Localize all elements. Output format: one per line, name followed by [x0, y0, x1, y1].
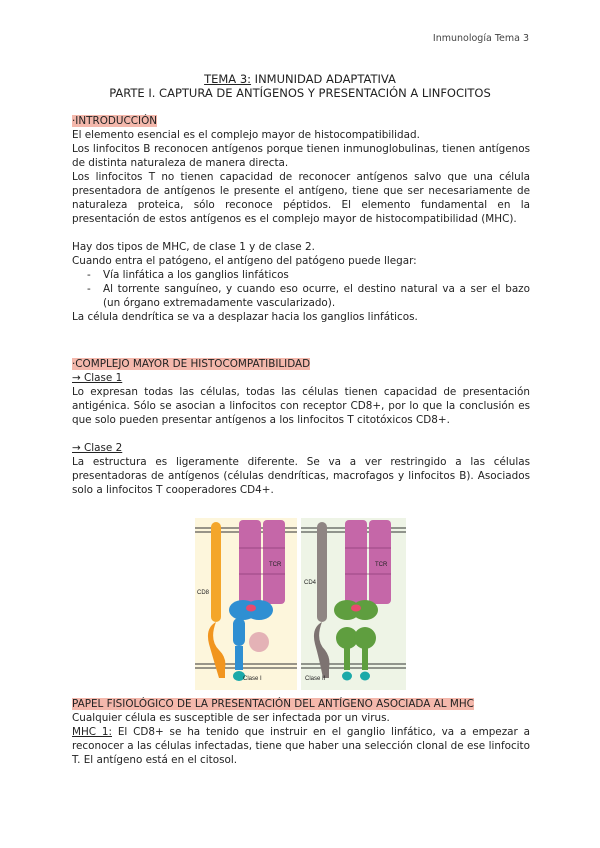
- tema-title-line: [0, 72, 600, 86]
- cd8-molecule: [211, 522, 221, 622]
- papel-p1: Cualquier célula es susceptible de ser infectada por un virus.: [72, 712, 390, 724]
- intro-p3: Los linfocitos T no tienen capacidad de reconocer antígenos salvo que una célula presentadora de antígenos le presente el antígeno, tiene que ser necesariamente de naturaleza proteica, sólo reconoce péptidos. El elemento fundamental en la presentación de estos antígenos es el complejo mayor de histocompatibilidad (MHC).: [72, 171, 530, 225]
- tcr-label-left: TCR: [269, 562, 282, 568]
- mhc-heading: ·COMPLEJO MAYOR DE HISTOCOMPATIBILIDAD: [72, 358, 311, 370]
- mhc-tcr-figure: [195, 518, 406, 690]
- cd8-label: CD8: [197, 590, 210, 596]
- cytoplasmic-tail: [360, 672, 370, 681]
- papel-heading: PAPEL FISIOLÓGICO DE LA PRESENTACIÓN DEL ANTÍGENO ASOCIADA AL MHC: [72, 698, 474, 710]
- mhc-section: [72, 357, 530, 497]
- cytoplasmic-tail: [342, 672, 352, 681]
- clase2-text: La estructura es ligeramente diferente. Se va a ver restringido a las células presentadoras de antígenos (células dendríticas, macrofagos y linfocitos B). Asociados solo a linfocitos T cooperadores CD4+.: [72, 456, 530, 496]
- beta2-microglobulin: [249, 632, 269, 652]
- intro-heading: ·INTRODUCCIÓN: [72, 115, 158, 127]
- intro-p5: Cuando entra el patógeno, el antígeno del patógeno puede llegar:: [72, 255, 417, 267]
- clase2-figure-label: Clase II: [305, 676, 326, 682]
- intro-p4: Hay dos tipos de MHC, de clase 1 y de clase 2.: [72, 241, 315, 253]
- peptide-antigen: [246, 605, 256, 612]
- list-item: - Vía linfática a los ganglios linfáticos: [87, 268, 530, 282]
- document-title: [0, 72, 600, 100]
- intro-p2: Los linfocitos B reconocen antígenos porque tienen inmunoglobulinas, tienen antígenos de distinta naturaleza de manera directa.: [72, 143, 530, 169]
- clase1-label: → Clase 1: [72, 372, 123, 384]
- clase2-label: → Clase 2: [72, 442, 123, 454]
- peptide-antigen: [351, 605, 361, 612]
- papel-section: [72, 697, 530, 767]
- tema-label: TEMA 3:: [204, 72, 252, 86]
- intro-bullet-list: [72, 268, 530, 310]
- tema-name: INMUNIDAD ADAPTATIVA: [251, 72, 396, 86]
- cd4-label: CD4: [304, 580, 317, 586]
- intro-p6: La célula dendrítica se va a desplazar hacia los ganglios linfáticos.: [72, 311, 418, 323]
- clase1-text: Lo expresan todas las células, todas las células tienen capacidad de presentación antigénica. Sólo se asocian a linfocitos con receptor CD8+, por lo que la conclusión es que solo pueden presentar antígenos a los linfocitos T citotóxicos CD8+.: [72, 386, 530, 426]
- intro-p1: El elemento esencial es el complejo mayor de histocompatibilidad.: [72, 129, 420, 141]
- papel-mhc1-paragraph: [72, 725, 530, 767]
- list-item: - Al torrente sanguíneo, y cuando eso ocurre, el destino natural va a ser el bazo (un órgano extremadamente vascularizado).: [87, 282, 530, 310]
- tcr-chain-alpha: [345, 520, 367, 604]
- running-header: Inmunología Tema 3: [432, 33, 529, 44]
- intro-section: [72, 114, 530, 324]
- cd4-molecule: [317, 522, 327, 622]
- clase1-figure-label: Clase I: [243, 676, 262, 682]
- mhc1-text: El CD8+ se ha tenido que instruir en el ganglio linfático, va a empezar a reconocer a las células infectadas, tiene que haber una selección clonal de ese linfocito T. El antígeno está en el citosol.: [72, 726, 530, 766]
- parte-title: PARTE I. CAPTURA DE ANTÍGENOS Y PRESENTACIÓN A LINFOCITOS: [109, 86, 491, 100]
- mhc1-label: MHC 1:: [72, 726, 112, 738]
- mhc2-beta2-domain: [354, 627, 376, 649]
- tcr-label-right: TCR: [375, 562, 388, 568]
- mhc1-alpha3-domain: [233, 618, 245, 646]
- tcr-chain-alpha: [239, 520, 261, 604]
